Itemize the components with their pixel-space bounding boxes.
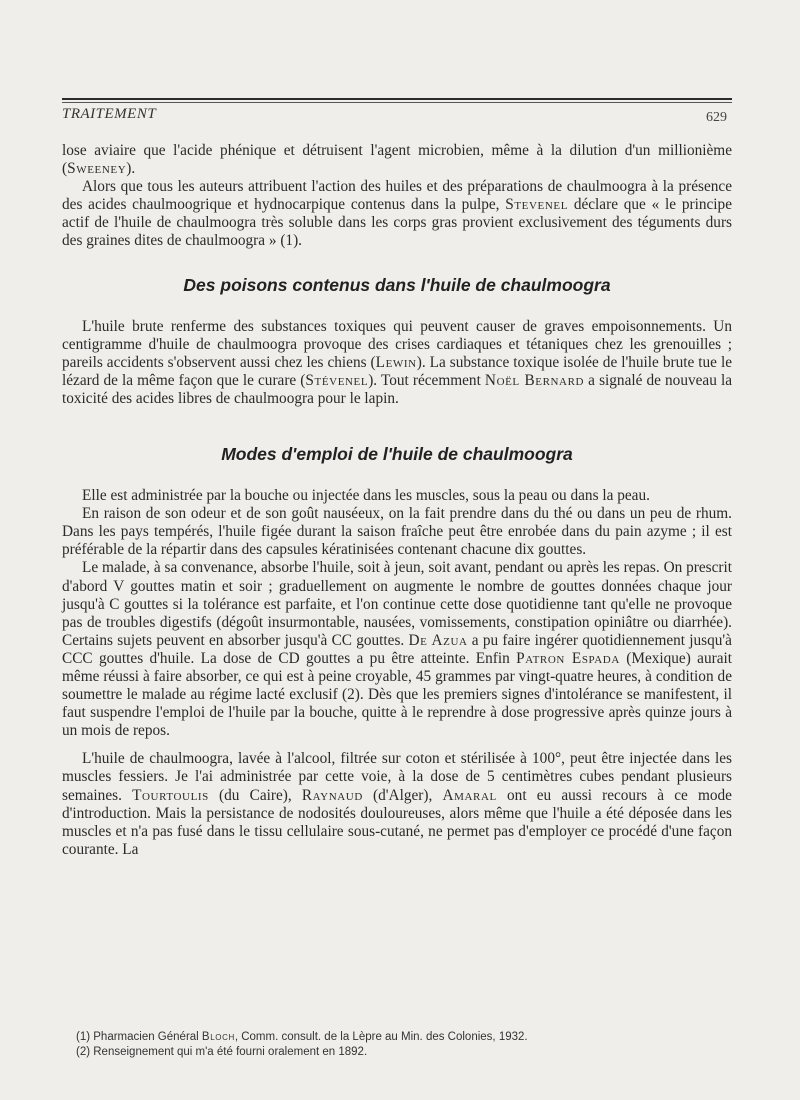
paragraph: Le malade, à sa convenance, absorbe l'huile, soit à jeun, soit avant, pendant ou après les repas. On prescrit d'abord V gouttes matin et soir ; graduellement on augmente le nombre de gouttes données chaque jour jusqu'à C gouttes si la tolérance est parfaite, et l'on continue cette dose quotidienne tant qu'elle ne provoque pas de troubles digestifs (dégoût insurmontable, nausées, vomissements, constipation opiniâtre ou diarrhée). Certains sujets peuvent en absorber jusqu'à CC gouttes. De Azua a pu faire ingérer quotidiennement jusqu'à CCC gouttes d'huile. La dose de CD gouttes a pu être atteinte. Enfin Patron Espada (Mexique) aurait même réussi à faire absorber, ce qui est à peine croyable, 45 grammes par vingt-quatre heures, à condition de soumettre le malade au régime lacté exclusif (2). Dès que les premiers signes d'intolérance se manifestent, il faut suspendre l'emploi de l'huile par la bouche, quitte à le reprendre à dose progressive après quinze jours à un mois de repos.	[62, 559, 732, 740]
author-name: De Azua	[408, 631, 468, 649]
author-name: Lewin	[375, 353, 417, 371]
author-name: Stevenel	[505, 196, 569, 214]
paragraph: L'huile de chaulmoogra, lavée à l'alcool, filtrée sur coton et stérilisée à 100°, peut être injectée dans les muscles fessiers. Je l'ai administrée par cette voie, à la dose de 5 centimètres cubes pendant plusieurs semaines. Tourtoulis (du Caire), Raynaud (d'Alger), Amaral ont eu aussi recours à ce mode d'introduction. Mais la persistance de nodosités douloureuses, alors même que l'huile a été déposée dans les muscles et n'a pas fusé dans le tissu cellulaire sous-cutané, ne permet pas d'employer ce procédé d'une façon courante. La	[62, 750, 732, 858]
author-name: Stévenel	[305, 371, 369, 389]
footnotes	[62, 1030, 732, 1060]
paragraph: lose aviaire que l'acide phénique et détruisent l'agent microbien, même à la dilution d'un millionième (Sweeney).	[62, 142, 732, 178]
paragraph: Alors que tous les auteurs attribuent l'action des huiles et des préparations de chaulmoogra à la présence des acides chaulmoogrique et hydnocarpique contenus dans la pulpe, Stevenel déclare que « le principe actif de l'huile de chaulmoogra très soluble dans les corps gras provient exclusivement des téguments durs des graines dites de chaulmoogra » (1).	[62, 178, 732, 250]
footnote-2: (2) Renseignement qui m'a été fourni oralement en 1892.	[76, 1046, 368, 1058]
section-heading-poisons: Des poisons contenus dans l'huile de chaulmoogra	[183, 274, 611, 295]
page-number: 629	[706, 110, 727, 125]
header-rule-thin	[62, 102, 732, 103]
section-heading-modes: Modes d'emploi de l'huile de chaulmoogra	[221, 444, 573, 465]
paragraph: Elle est administrée par la bouche ou injectée dans les muscles, sous la peau ou dans la peau.	[82, 487, 650, 505]
paragraph: L'huile brute renferme des substances toxiques qui peuvent causer de graves empoisonnements. Un centigramme d'huile de chaulmoogra provoque des crises cardiaques et tétaniques chez les grenouilles ; pareils accidents s'observent aussi chez les chiens (Lewin). La substance toxique isolée de l'huile brute tue le lézard de la même façon que le curare (Stévenel). Tout récemment Noël Bernard a signalé de nouveau la toxicité des acides libres de chaulmoogra pour le lapin.	[62, 317, 733, 407]
running-head: TRAITEMENT	[62, 106, 157, 122]
author-name: Raynaud	[301, 786, 363, 804]
paragraph: En raison de son odeur et de son goût nauséeux, on la fait prendre dans du thé ou dans un peu de rhum. Dans les pays tempérés, l'huile figée durant la saison fraîche peut être enrobée dans du pain azyme ; il est préférable de la répartir dans des capsules kératinisées contenant chacune dix gouttes.	[62, 505, 732, 559]
header-rule	[62, 98, 732, 100]
author-name: Tourtoulis	[132, 786, 209, 804]
main-text	[62, 142, 732, 859]
author-name: Sweeney	[67, 160, 127, 178]
author-name: Noël Bernard	[484, 371, 585, 389]
footnote-1: (1) Pharmacien Général Bloch, Comm. consult. de la Lèpre au Min. des Colonies, 1932.	[76, 1031, 528, 1043]
author-name: Amaral	[442, 786, 497, 804]
author-name: Bloch	[201, 1031, 235, 1043]
author-name: Patron Espada	[516, 649, 620, 667]
